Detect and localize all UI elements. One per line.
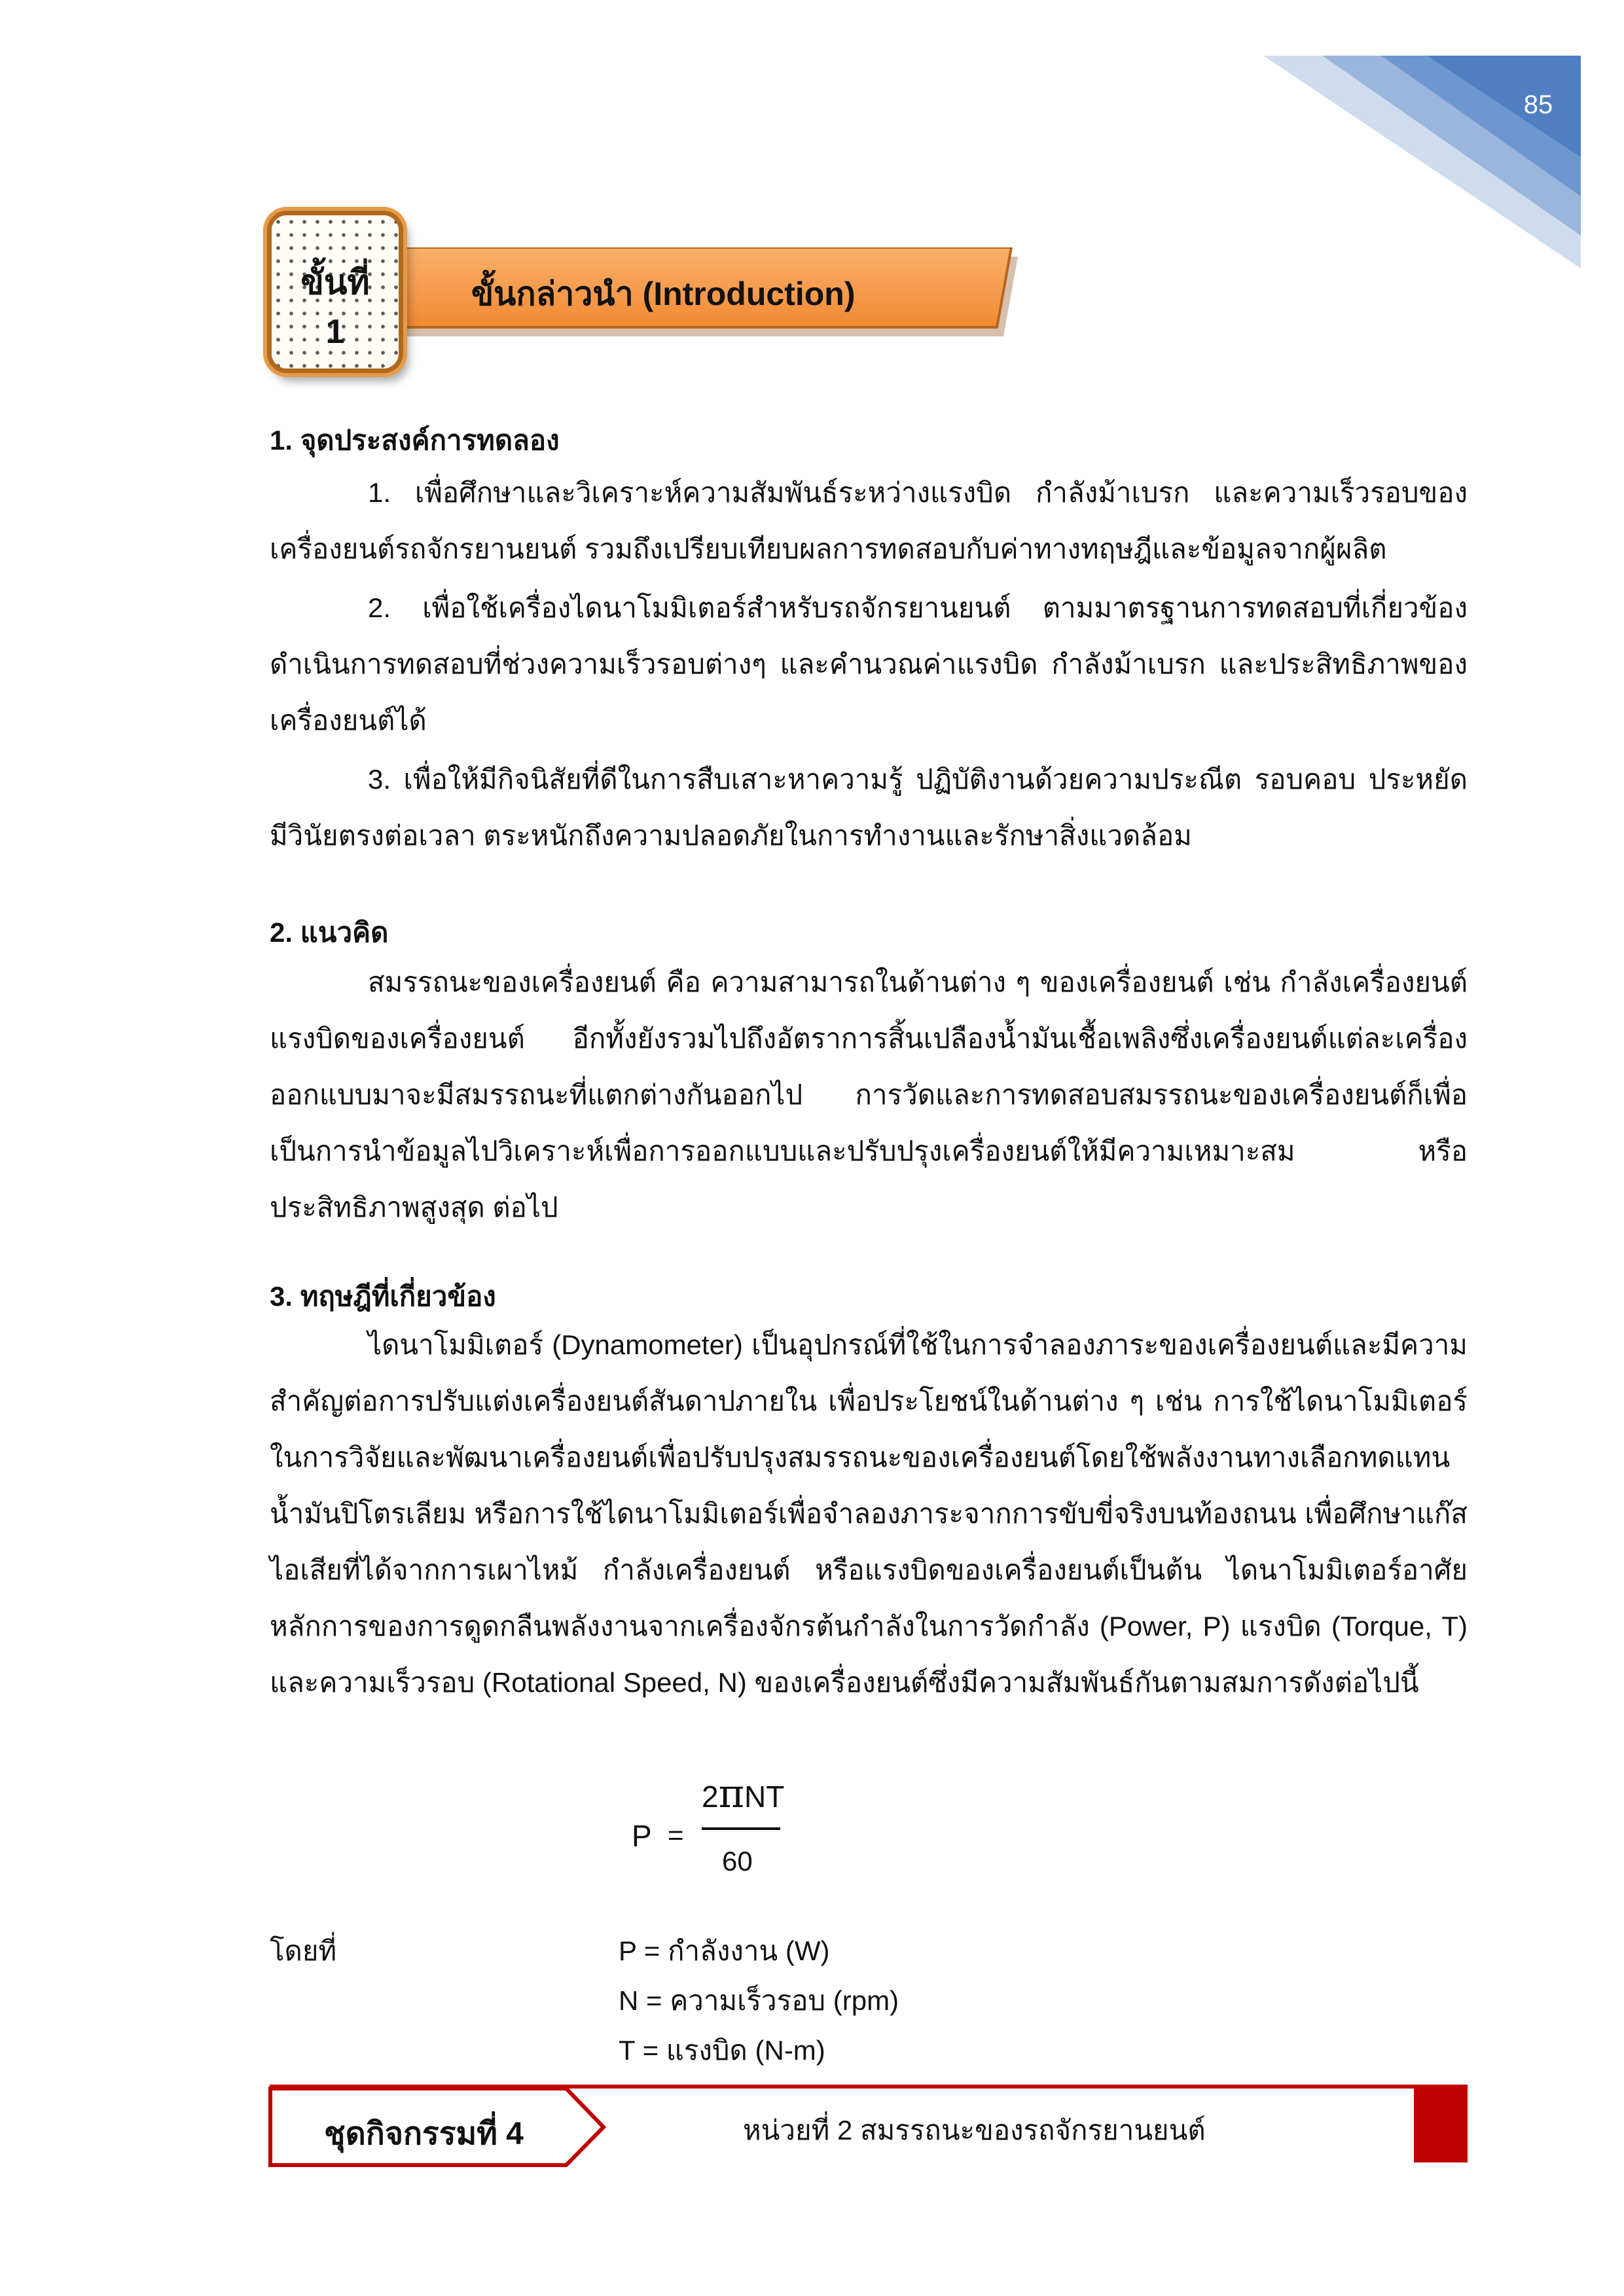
concept-paragraph: สมรรถนะของเครื่องยนต์ คือ ความสามารถในด้านต่าง ๆ ของเครื่องยนต์ เช่น กำลังเครื่องยนต์ แรงบิดของเครื่องยนต์ อีกทั้งยังรวมไปถึงอัตราการสิ้นเปลืองน้ำมันเชื้อเพลิงซึ่งเครื่องยนต์แต่ละเครื่องออกแบบมาจะมีสมรรถนะที่แตกต่างกันออกไป การวัดและการทดสอบสมรรถนะของเครื่องยนต์ก็เพื่อเป็นการนำข้อมูลไปวิเคราะห์เพื่อการออกแบบและปรับปรุงเครื่องยนต์ให้มีความเหมาะสม หรือประสิทธิภาพสูงสุด ต่อไป <box>270 967 1468 1223</box>
activity-set-label: ชุดกิจกรรมที่ 4 <box>324 2117 524 2151</box>
section-heading-objectives: 1. จุดประสงค์การทดลอง <box>270 425 560 456</box>
step-title: ขั้นกล่าวนำ (Introduction) <box>471 276 856 312</box>
objective-item: 1. เพื่อศึกษาและวิเคราะห์ความสัมพันธ์ระหว่างแรงบิด กำลังม้าเบรก และความเร็วรอบของเครื่องยนต์รถจักรยานยนต์ รวมถึงเปรียบเทียบผลการทดสอบกับค่าทางทฤษฎีและข้อมูลจากผู้ผลิต <box>270 477 1468 564</box>
section-heading-concept: 2. แนวคิด <box>270 917 389 948</box>
equation-lhs: P <box>632 1819 652 1853</box>
step-badge <box>267 211 403 373</box>
variable-definition: N = ความเร็วรอบ (rpm) <box>619 1985 899 2016</box>
equation-numerator: 2πNT <box>702 1771 785 1817</box>
where-label: โดยที่ <box>270 1935 337 1966</box>
variable-definition: P = กำลังงาน (W) <box>619 1935 830 1966</box>
corner-decoration <box>0 0 1624 275</box>
pi-symbol: π <box>718 1771 745 1817</box>
equation-equals: = <box>668 1820 684 1850</box>
page-number: 85 <box>1523 90 1553 119</box>
equation-denominator: 60 <box>722 1846 753 1876</box>
variable-definition: T = แรงบิด (N-m) <box>619 2035 825 2066</box>
step-badge-label: ขั้นที่ <box>300 264 370 302</box>
objective-item: 3. เพื่อให้มีกิจนิสัยที่ดีในการสืบเสาะหาความรู้ ปฏิบัติงานด้วยความประณีต รอบคอบ ประหยัด มีวินัยตรงต่อเวลา ตระหนักถึงความปลอดภัยในการทำงานและรักษาสิ่งแวดล้อม <box>270 764 1468 851</box>
objective-item: 2. เพื่อใช้เครื่องไดนาโมมิเตอร์สำหรับรถจักรยานยนต์ ตามมาตรฐานการทดสอบที่เกี่ยวข้อง ดำเนินการทดสอบที่ช่วงความเร็วรอบต่างๆ และคำนวณค่าแรงบิด กำลังม้าเบรก และประสิทธิภาพของเครื่องยนต์ได้ <box>270 592 1468 736</box>
fraction-bar <box>702 1827 780 1830</box>
theory-paragraph: ไดนาโมมิเตอร์ (Dynamometer) เป็นอุปกรณ์ที่ใช้ในการจำลองภาระของเครื่องยนต์และมีความสำคัญต่อการปรับแต่งเครื่องยนต์สันดาปภายใน เพื่อประโยชน์ในด้านต่าง ๆ เช่น การใช้ไดนาโมมิเตอร์ในการวิจัยและพัฒนาเครื่องยนต์เพื่อปรับปรุงสมรรถนะของเครื่องยนต์โดยใช้พลังงานทางเลือกทดแทนน้ำมันปิโตรเลียม หรือการใช้ไดนาโมมิเตอร์เพื่อจำลองภาระจากการขับขี่จริงบนท้องถนน เพื่อศึกษาแก๊สไอเสียที่ได้จากการเผาไหม้ กำลังเครื่องยนต์ หรือแรงบิดของเครื่องยนต์เป็นต้น ไดนาโมมิเตอร์อาศัยหลักการของการดูดกลืนพลังงานจากเครื่องจักรต้นกำลังในการวัดกำลัง (Power, P) แรงบิด (Torque, T) และความเร็วรอบ (Rotational Speed, N) ของเครื่องยนต์ซึ่งมีความสัมพันธ์กันตามสมการดังต่อไปนี้ <box>270 1329 1468 1698</box>
step-badge-number: 1 <box>325 313 345 351</box>
unit-title: หน่วยที่ 2 สมรรถนะของรถจักรยานยนต์ <box>743 2115 1206 2145</box>
footer-accent-block <box>1414 2087 1468 2162</box>
section-heading-theory: 3. ทฤษฎีที่เกี่ยวข้อง <box>270 1281 496 1312</box>
